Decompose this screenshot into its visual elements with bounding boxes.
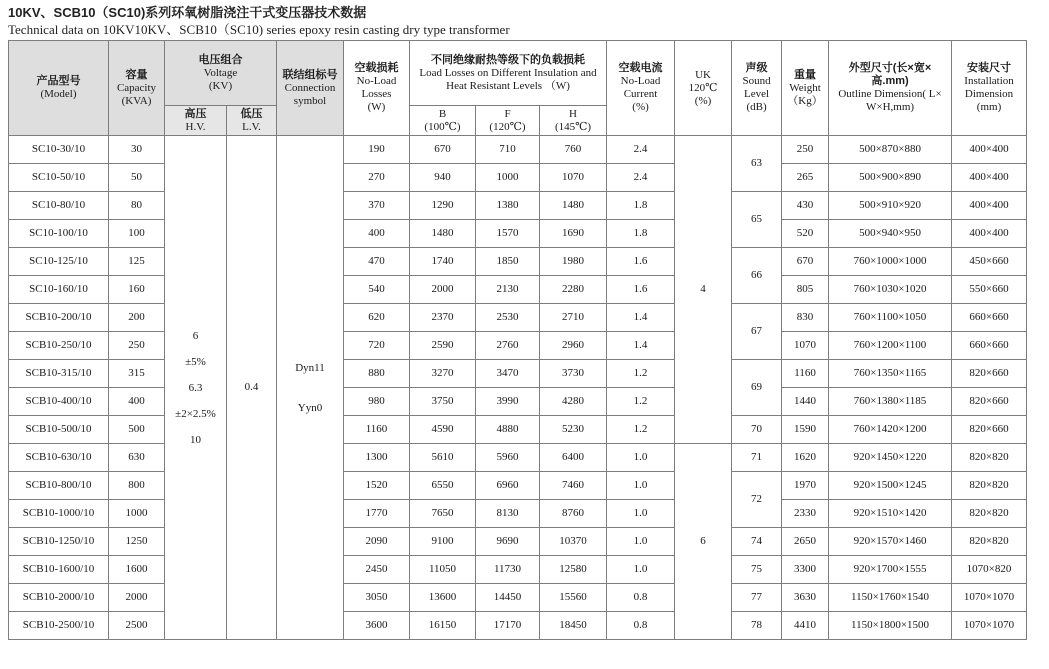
- header-b-l1: B: [438, 107, 447, 120]
- cell-sound-level: 77: [732, 584, 782, 612]
- cell-capacity: 2000: [109, 584, 165, 612]
- table-row: [9, 444, 1027, 472]
- cell-noload-losses: 880: [344, 360, 410, 388]
- cell-uk-group2: 6: [675, 444, 732, 640]
- cell-model: SCB10-1250/10: [9, 528, 109, 556]
- header-uk-l3: (%): [694, 94, 712, 107]
- cell-model: SCB10-250/10: [9, 332, 109, 360]
- cell-outline-dimension: 1150×1760×1540: [829, 584, 952, 612]
- cell-weight: 1440: [782, 388, 829, 416]
- cell-sound-level: 70: [732, 416, 782, 444]
- table-row: [9, 584, 1027, 612]
- cell-load-loss-f: 2760: [476, 332, 540, 360]
- cell-model: SCB10-1600/10: [9, 556, 109, 584]
- header-noload-losses-en1: No-Load: [356, 75, 397, 87]
- table-row: [9, 556, 1027, 584]
- cell-noload-losses: 980: [344, 388, 410, 416]
- cell-load-loss-b: 1480: [410, 220, 476, 248]
- header-weight-cn: 重量: [794, 68, 817, 81]
- header-noload-current-en2: Current: [623, 88, 658, 100]
- cell-model: SCB10-2000/10: [9, 584, 109, 612]
- cell-load-loss-f: 1380: [476, 192, 540, 220]
- cell-load-loss-b: 11050: [410, 556, 476, 584]
- cell-load-loss-f: 8130: [476, 500, 540, 528]
- header-outline-dimension: [829, 41, 952, 136]
- cell-outline-dimension: 920×1450×1220: [829, 444, 952, 472]
- title-english: Technical data on 10KV10KV、SCB10（SC10) series epoxy resin casting dry type transformer: [8, 22, 510, 37]
- cell-load-loss-f: 1000: [476, 164, 540, 192]
- cell-noload-current: 1.6: [607, 248, 675, 276]
- cell-capacity: 500: [109, 416, 165, 444]
- header-install-cn: 安装尺寸: [967, 62, 1012, 74]
- cell-capacity: 250: [109, 332, 165, 360]
- cell-installation-dimension: 400×400: [952, 164, 1027, 192]
- cell-noload-losses: 2450: [344, 556, 410, 584]
- header-noload-losses-en3: (W): [367, 101, 386, 113]
- cell-load-loss-f: 2130: [476, 276, 540, 304]
- spec-table: [8, 40, 1027, 640]
- cell-weight: 520: [782, 220, 829, 248]
- hv-value: 10: [190, 433, 201, 446]
- header-sound-en3: (dB): [746, 101, 767, 113]
- cell-installation-dimension: 820×660: [952, 360, 1027, 388]
- header-voltage-cn: 电压组合: [198, 53, 243, 66]
- cell-load-loss-h: 1480: [540, 192, 607, 220]
- cell-noload-losses: 720: [344, 332, 410, 360]
- cell-noload-current: 1.4: [607, 304, 675, 332]
- header-class-f: [476, 106, 540, 136]
- header-sound-cn: 声级: [745, 62, 768, 74]
- cell-model: SC10-50/10: [9, 164, 109, 192]
- cell-model: SCB10-500/10: [9, 416, 109, 444]
- header-noload-current-en3: (%): [632, 101, 649, 113]
- cell-load-loss-h: 15560: [540, 584, 607, 612]
- header-connection-en1: Connection: [284, 81, 336, 94]
- header-uk-l2: 120℃: [688, 81, 718, 94]
- cell-installation-dimension: 660×660: [952, 304, 1027, 332]
- cell-sound-level: 72: [732, 472, 782, 528]
- cell-load-loss-f: 11730: [476, 556, 540, 584]
- cell-capacity: 630: [109, 444, 165, 472]
- cell-noload-current: 1.0: [607, 528, 675, 556]
- cell-outline-dimension: 500×910×920: [829, 192, 952, 220]
- cell-load-loss-b: 3270: [410, 360, 476, 388]
- header-install-en1: Installation: [964, 75, 1014, 87]
- cell-capacity: 2500: [109, 612, 165, 640]
- cell-capacity: 80: [109, 192, 165, 220]
- cell-installation-dimension: 820×820: [952, 444, 1027, 472]
- table-row: [9, 388, 1027, 416]
- cell-load-loss-f: 14450: [476, 584, 540, 612]
- cell-noload-losses: 370: [344, 192, 410, 220]
- cell-outline-dimension: 760×1420×1200: [829, 416, 952, 444]
- cell-capacity: 50: [109, 164, 165, 192]
- table-row: [9, 472, 1027, 500]
- header-model: [9, 41, 109, 136]
- header-weight: [782, 41, 829, 136]
- header-installation-dimension: [952, 41, 1027, 136]
- header-install-en2: Dimension: [964, 88, 1014, 100]
- cell-noload-current: 1.0: [607, 556, 675, 584]
- header-noload-current-cn: 空载电流: [618, 62, 663, 74]
- cell-capacity: 30: [109, 136, 165, 164]
- cell-weight: 430: [782, 192, 829, 220]
- cell-outline-dimension: 760×1350×1165: [829, 360, 952, 388]
- cell-noload-current: 1.2: [607, 360, 675, 388]
- table-row: [9, 612, 1027, 640]
- connection-value: Yyn0: [297, 401, 323, 414]
- table-row: [9, 248, 1027, 276]
- header-f-l1: F: [504, 107, 511, 120]
- table-row: [9, 192, 1027, 220]
- cell-model: SCB10-1000/10: [9, 500, 109, 528]
- cell-load-loss-h: 1070: [540, 164, 607, 192]
- header-noload-losses-cn: 空载损耗: [354, 62, 399, 74]
- hv-value: ±5%: [185, 355, 206, 368]
- header-model-en: (Model): [40, 88, 77, 100]
- cell-noload-current: 0.8: [607, 612, 675, 640]
- cell-sound-level: 69: [732, 360, 782, 416]
- hv-value: 6.3: [188, 381, 203, 394]
- cell-weight: 250: [782, 136, 829, 164]
- cell-noload-current: 1.8: [607, 220, 675, 248]
- header-lv-en: L.V.: [242, 120, 261, 133]
- hv-value: ±2×2.5%: [175, 407, 216, 420]
- cell-load-loss-f: 17170: [476, 612, 540, 640]
- header-b-l2: (100℃): [424, 120, 461, 133]
- cell-noload-losses: 1160: [344, 416, 410, 444]
- cell-load-loss-b: 940: [410, 164, 476, 192]
- cell-model: SCB10-400/10: [9, 388, 109, 416]
- cell-noload-losses: 1300: [344, 444, 410, 472]
- cell-model: SC10-80/10: [9, 192, 109, 220]
- cell-outline-dimension: 760×1200×1100: [829, 332, 952, 360]
- cell-noload-losses: 270: [344, 164, 410, 192]
- connection-value: Dyn11: [295, 361, 325, 374]
- cell-noload-current: 1.0: [607, 472, 675, 500]
- cell-uk-group1: 4: [675, 136, 732, 444]
- cell-capacity: 1000: [109, 500, 165, 528]
- cell-noload-current: 1.0: [607, 500, 675, 528]
- cell-installation-dimension: 820×820: [952, 500, 1027, 528]
- table-row: [9, 528, 1027, 556]
- cell-noload-current: 1.0: [607, 444, 675, 472]
- cell-sound-level: 67: [732, 304, 782, 360]
- header-outline-cn1: 外型尺寸(长×宽×: [848, 62, 932, 74]
- header-capacity-cn: 容量: [125, 68, 148, 81]
- cell-load-loss-h: 18450: [540, 612, 607, 640]
- cell-weight: 3630: [782, 584, 829, 612]
- cell-load-loss-b: 13600: [410, 584, 476, 612]
- cell-capacity: 400: [109, 388, 165, 416]
- cell-installation-dimension: 1070×1070: [952, 612, 1027, 640]
- cell-noload-current: 2.4: [607, 164, 675, 192]
- cell-sound-level: 78: [732, 612, 782, 640]
- cell-load-loss-b: 2000: [410, 276, 476, 304]
- cell-capacity: 800: [109, 472, 165, 500]
- cell-load-loss-f: 3990: [476, 388, 540, 416]
- header-install-en3: (mm): [976, 101, 1002, 113]
- cell-weight: 4410: [782, 612, 829, 640]
- header-capacity-en2: (KVA): [121, 94, 152, 107]
- cell-outline-dimension: 1150×1800×1500: [829, 612, 952, 640]
- cell-model: SCB10-800/10: [9, 472, 109, 500]
- cell-installation-dimension: 1070×1070: [952, 584, 1027, 612]
- cell-installation-dimension: 820×660: [952, 416, 1027, 444]
- cell-weight: 2330: [782, 500, 829, 528]
- header-outline-en2: W×H,mm): [866, 101, 915, 113]
- cell-model: SCB10-200/10: [9, 304, 109, 332]
- cell-load-loss-b: 1290: [410, 192, 476, 220]
- cell-outline-dimension: 920×1510×1420: [829, 500, 952, 528]
- cell-load-loss-h: 6400: [540, 444, 607, 472]
- cell-model: SCB10-2500/10: [9, 612, 109, 640]
- header-class-h: [540, 106, 607, 136]
- cell-load-loss-f: 2530: [476, 304, 540, 332]
- cell-lv-merged: 0.4: [227, 136, 277, 640]
- cell-weight: 805: [782, 276, 829, 304]
- table-row: [9, 220, 1027, 248]
- header-hv-cn: 高压: [184, 107, 207, 120]
- table-row: [9, 304, 1027, 332]
- header-noload-current-en1: No-Load: [620, 75, 661, 87]
- cell-load-loss-h: 2710: [540, 304, 607, 332]
- spec-table-wrapper: [8, 40, 1027, 640]
- header-f-l2: (120℃): [489, 120, 526, 133]
- header-load-losses-en1: Load Losses on Different Insulation and: [419, 66, 597, 79]
- header-lv-cn: 低压: [240, 107, 263, 120]
- cell-sound-level: 75: [732, 556, 782, 584]
- cell-noload-current: 1.4: [607, 332, 675, 360]
- cell-weight: 1620: [782, 444, 829, 472]
- cell-outline-dimension: 500×900×890: [829, 164, 952, 192]
- cell-load-loss-f: 6960: [476, 472, 540, 500]
- cell-load-loss-h: 760: [540, 136, 607, 164]
- cell-noload-losses: 1770: [344, 500, 410, 528]
- cell-noload-current: 1.6: [607, 276, 675, 304]
- hv-value: 6: [192, 329, 199, 342]
- cell-weight: 670: [782, 248, 829, 276]
- cell-noload-losses: 470: [344, 248, 410, 276]
- header-load-losses-en2: Heat Resistant Levels （W): [446, 79, 570, 92]
- cell-installation-dimension: 400×400: [952, 192, 1027, 220]
- header-connection-en2: symbol: [293, 94, 327, 107]
- cell-load-loss-b: 3750: [410, 388, 476, 416]
- cell-noload-losses: 1520: [344, 472, 410, 500]
- cell-noload-losses: 400: [344, 220, 410, 248]
- header-load-losses: [410, 41, 607, 106]
- cell-sound-level: 71: [732, 444, 782, 472]
- cell-weight: 3300: [782, 556, 829, 584]
- header-h-l1: H: [569, 107, 577, 120]
- cell-sound-level: 74: [732, 528, 782, 556]
- header-load-losses-cn: 不同绝缘耐热等级下的负载损耗: [431, 53, 586, 66]
- cell-noload-losses: 2090: [344, 528, 410, 556]
- cell-outline-dimension: 920×1500×1245: [829, 472, 952, 500]
- cell-load-loss-b: 6550: [410, 472, 476, 500]
- cell-load-loss-b: 4590: [410, 416, 476, 444]
- cell-installation-dimension: 400×400: [952, 136, 1027, 164]
- cell-load-loss-h: 7460: [540, 472, 607, 500]
- cell-noload-current: 1.8: [607, 192, 675, 220]
- cell-outline-dimension: 760×1030×1020: [829, 276, 952, 304]
- cell-outline-dimension: 920×1700×1555: [829, 556, 952, 584]
- cell-load-loss-h: 2960: [540, 332, 607, 360]
- cell-outline-dimension: 760×1380×1185: [829, 388, 952, 416]
- cell-load-loss-b: 9100: [410, 528, 476, 556]
- cell-installation-dimension: 660×660: [952, 332, 1027, 360]
- cell-capacity: 100: [109, 220, 165, 248]
- table-row: [9, 360, 1027, 388]
- cell-weight: 830: [782, 304, 829, 332]
- cell-weight: 1970: [782, 472, 829, 500]
- cell-load-loss-b: 5610: [410, 444, 476, 472]
- cell-load-loss-f: 1570: [476, 220, 540, 248]
- header-hv-en: H.V.: [185, 120, 206, 133]
- cell-load-loss-f: 5960: [476, 444, 540, 472]
- table-row: [9, 500, 1027, 528]
- header-voltage: [165, 41, 277, 106]
- cell-capacity: 160: [109, 276, 165, 304]
- cell-model: SCB10-630/10: [9, 444, 109, 472]
- cell-weight: 1160: [782, 360, 829, 388]
- header-capacity: [109, 41, 165, 136]
- table-row: [9, 332, 1027, 360]
- cell-installation-dimension: 1070×820: [952, 556, 1027, 584]
- header-sound-en2: Level: [744, 88, 770, 100]
- cell-load-loss-b: 2590: [410, 332, 476, 360]
- header-capacity-en1: Capacity: [116, 81, 157, 94]
- cell-noload-losses: 3600: [344, 612, 410, 640]
- cell-capacity: 125: [109, 248, 165, 276]
- cell-load-loss-h: 12580: [540, 556, 607, 584]
- cell-outline-dimension: 500×870×880: [829, 136, 952, 164]
- header-outline-cn2: 高.mm): [871, 75, 909, 87]
- cell-load-loss-h: 10370: [540, 528, 607, 556]
- cell-load-loss-b: 1740: [410, 248, 476, 276]
- header-voltage-en1: Voltage: [203, 66, 238, 79]
- cell-load-loss-f: 710: [476, 136, 540, 164]
- table-row: [9, 276, 1027, 304]
- cell-noload-losses: 190: [344, 136, 410, 164]
- title-chinese: 10KV、SCB10（SC10)系列环氧树脂浇注干式变压器技术数据: [8, 5, 367, 20]
- cell-noload-current: 2.4: [607, 136, 675, 164]
- cell-installation-dimension: 450×660: [952, 248, 1027, 276]
- cell-load-loss-f: 9690: [476, 528, 540, 556]
- cell-load-loss-h: 4280: [540, 388, 607, 416]
- header-connection-cn: 联结组标号: [282, 68, 338, 81]
- cell-model: SC10-160/10: [9, 276, 109, 304]
- header-noload-losses: [344, 41, 410, 136]
- cell-load-loss-b: 16150: [410, 612, 476, 640]
- header-h-l2: (145℃): [554, 120, 592, 133]
- cell-load-loss-b: 7650: [410, 500, 476, 528]
- header-weight-en2: （Kg）: [787, 94, 823, 107]
- cell-weight: 1070: [782, 332, 829, 360]
- cell-hv-merged: [165, 136, 227, 640]
- cell-load-loss-h: 1690: [540, 220, 607, 248]
- cell-weight: 2650: [782, 528, 829, 556]
- cell-outline-dimension: 500×940×950: [829, 220, 952, 248]
- cell-outline-dimension: 760×1000×1000: [829, 248, 952, 276]
- header-connection: [277, 41, 344, 136]
- cell-sound-level: 63: [732, 136, 782, 192]
- cell-outline-dimension: 920×1570×1460: [829, 528, 952, 556]
- cell-installation-dimension: 820×820: [952, 528, 1027, 556]
- cell-load-loss-b: 670: [410, 136, 476, 164]
- cell-weight: 1590: [782, 416, 829, 444]
- cell-load-loss-f: 3470: [476, 360, 540, 388]
- cell-sound-level: 65: [732, 192, 782, 248]
- cell-weight: 265: [782, 164, 829, 192]
- header-noload-current: [607, 41, 675, 136]
- cell-model: SC10-100/10: [9, 220, 109, 248]
- header-sound-level: [732, 41, 782, 136]
- cell-sound-level: 66: [732, 248, 782, 304]
- cell-capacity: 315: [109, 360, 165, 388]
- header-lv: [227, 106, 277, 136]
- cell-load-loss-h: 2280: [540, 276, 607, 304]
- cell-connection-merged: [277, 136, 344, 640]
- cell-noload-losses: 540: [344, 276, 410, 304]
- header-sound-en1: Sound: [742, 75, 771, 87]
- table-row: [9, 164, 1027, 192]
- cell-capacity: 1250: [109, 528, 165, 556]
- table-body: [9, 136, 1027, 640]
- header-weight-en1: Weight: [789, 81, 821, 94]
- cell-outline-dimension: 760×1100×1050: [829, 304, 952, 332]
- cell-load-loss-h: 8760: [540, 500, 607, 528]
- cell-model: SCB10-315/10: [9, 360, 109, 388]
- header-noload-losses-en2: Losses: [361, 88, 392, 100]
- table-row: [9, 416, 1027, 444]
- header-uk-l1: UK: [695, 68, 711, 81]
- cell-installation-dimension: 400×400: [952, 220, 1027, 248]
- cell-load-loss-h: 5230: [540, 416, 607, 444]
- cell-load-loss-h: 3730: [540, 360, 607, 388]
- cell-installation-dimension: 550×660: [952, 276, 1027, 304]
- table-row: [9, 136, 1027, 164]
- cell-noload-losses: 620: [344, 304, 410, 332]
- header-voltage-en2: (KV): [208, 79, 233, 92]
- cell-noload-current: 0.8: [607, 584, 675, 612]
- header-model-cn: 产品型号: [36, 75, 81, 87]
- cell-load-loss-h: 1980: [540, 248, 607, 276]
- header-class-b: [410, 106, 476, 136]
- header-outline-en1: Outline Dimension( L×: [838, 88, 942, 100]
- cell-installation-dimension: 820×820: [952, 472, 1027, 500]
- cell-load-loss-f: 4880: [476, 416, 540, 444]
- header-hv: [165, 106, 227, 136]
- header-uk: [675, 41, 732, 136]
- cell-load-loss-f: 1850: [476, 248, 540, 276]
- cell-noload-losses: 3050: [344, 584, 410, 612]
- cell-installation-dimension: 820×660: [952, 388, 1027, 416]
- cell-load-loss-b: 2370: [410, 304, 476, 332]
- cell-model: SC10-30/10: [9, 136, 109, 164]
- cell-noload-current: 1.2: [607, 388, 675, 416]
- cell-model: SC10-125/10: [9, 248, 109, 276]
- cell-noload-current: 1.2: [607, 416, 675, 444]
- cell-capacity: 1600: [109, 556, 165, 584]
- cell-capacity: 200: [109, 304, 165, 332]
